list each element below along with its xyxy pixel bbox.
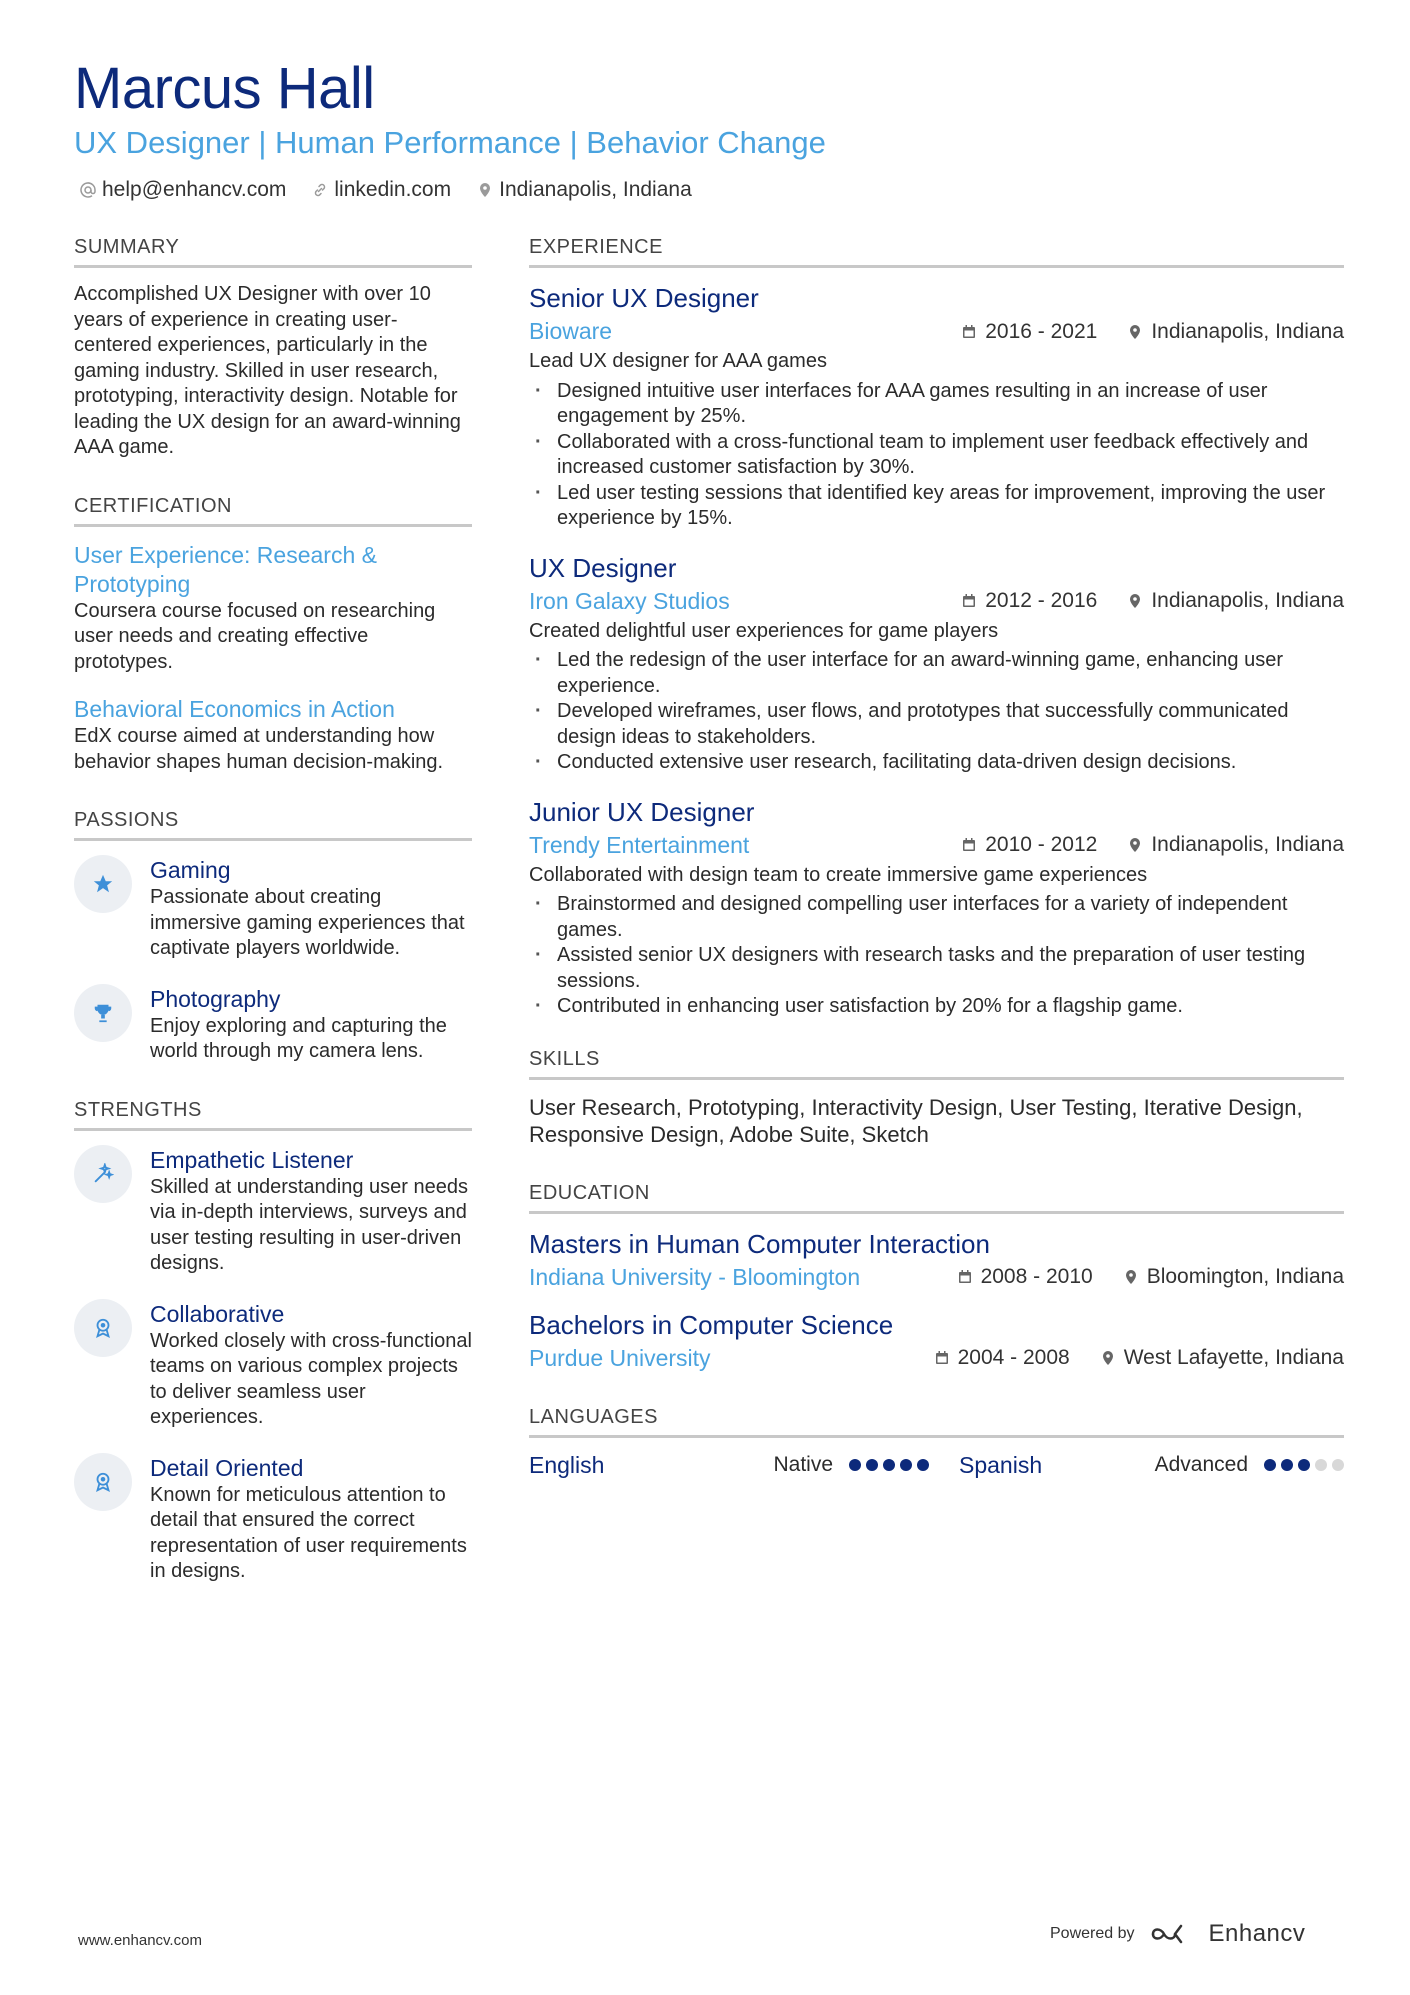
degree-name: Masters in Human Computer Interaction xyxy=(529,1228,990,1259)
summary-section xyxy=(74,236,472,461)
company-name: Iron Galaxy Studios xyxy=(529,587,730,614)
job-bullet: · Designed intuitive user interfaces for AAA games resulting in an increase of user engagement by 25%. xyxy=(529,379,1344,430)
language-proficiency-dots xyxy=(849,1459,929,1471)
footer-website[interactable]: www.enhancv.com xyxy=(78,1932,202,1949)
skills-text: User Research, Prototyping, Interactivity Design, User Testing, Iterative Design, Responsive Design, Adobe Suite, Sketch xyxy=(529,1094,1303,1147)
edu-dates: 2004 - 2008 xyxy=(957,1346,1070,1369)
job-desc: Created delightful user experiences for game players xyxy=(529,619,999,642)
education-item xyxy=(529,1309,1344,1372)
star-icon xyxy=(74,855,132,913)
job-title: UX Designer xyxy=(529,552,677,583)
edu-location: Bloomington, Indiana xyxy=(1146,1265,1344,1288)
strength-desc: Worked closely with cross-functional teams on various complex projects to deliver seamless user experiences. xyxy=(150,1329,472,1428)
job-title: Senior UX Designer xyxy=(529,283,759,313)
job-entry xyxy=(529,552,1344,776)
company-name: Bioware xyxy=(529,318,613,344)
calendar-icon xyxy=(961,837,977,853)
strength-name: Empathetic Listener xyxy=(150,1146,354,1173)
languages-heading: LANGUAGES xyxy=(529,1406,1344,1438)
enhancv-logo-icon xyxy=(1149,1922,1195,1946)
cert-desc: Coursera course focused on researching user needs and creating effective prototypes. xyxy=(74,599,436,673)
school-name: Purdue University xyxy=(529,1344,711,1371)
strength-item xyxy=(74,1299,472,1431)
passions-section xyxy=(74,809,472,1065)
job-bullet: · Developed wireframes, user flows, and prototypes that successfully communicated design ideas to stakeholders. xyxy=(529,699,1344,750)
job-title: Junior UX Designer xyxy=(529,796,755,827)
passion-item xyxy=(74,855,472,962)
strength-desc: Skilled at understanding user needs via in-depth interviews, surveys and user testing resulting in user-driven designs. xyxy=(150,1175,468,1274)
strengths-heading: STRENGTHS xyxy=(74,1099,472,1131)
job-bullet: · Contributed in enhancing user satisfaction by 20% for a flagship game. xyxy=(529,994,1344,1020)
at-icon xyxy=(80,182,96,198)
education-section xyxy=(529,1182,1344,1372)
job-dates: 2012 - 2016 xyxy=(985,589,1098,612)
summary-heading: SUMMARY xyxy=(74,236,472,268)
job-location: Indianapolis, Indiana xyxy=(1151,589,1344,612)
proficiency-dot-filled xyxy=(883,1459,895,1471)
candidate-subtitle: UX Designer | Human Performance | Behavior Change xyxy=(74,125,826,160)
contact-location xyxy=(477,178,692,202)
experience-heading: EXPERIENCE xyxy=(529,236,1344,268)
location-pin-icon xyxy=(1100,1350,1116,1366)
languages-section xyxy=(529,1406,1344,1479)
edu-location: West Lafayette, Indiana xyxy=(1123,1346,1344,1369)
calendar-icon xyxy=(961,593,977,609)
certification-section xyxy=(74,495,472,776)
passion-desc: Enjoy exploring and capturing the world through my camera lens. xyxy=(150,1014,447,1062)
languages-row xyxy=(529,1452,1344,1479)
cert-desc: EdX course aimed at understanding how behavior shapes human decision-making. xyxy=(74,725,444,773)
left-column xyxy=(74,236,472,1619)
job-location: Indianapolis, Indiana xyxy=(1151,833,1344,856)
candidate-name: Marcus Hall xyxy=(74,56,375,121)
calendar-icon xyxy=(934,1350,950,1366)
brand-name: Enhancv xyxy=(1208,1920,1306,1947)
link-icon xyxy=(312,182,328,198)
job-bullet: · Collaborated with a cross-functional team to implement user feedback effectively and increased customer satisfaction by 30%. xyxy=(529,430,1344,481)
contact-linkedin[interactable] xyxy=(312,178,451,202)
location-text: Indianapolis, Indiana xyxy=(499,178,692,201)
job-location: Indianapolis, Indiana xyxy=(1151,319,1344,343)
trophy-icon xyxy=(74,984,132,1042)
education-heading: EDUCATION xyxy=(529,1182,1344,1214)
strength-name: Collaborative xyxy=(150,1300,285,1327)
calendar-icon xyxy=(957,1269,973,1285)
degree-name: Bachelors in Computer Science xyxy=(529,1309,894,1340)
strength-name: Detail Oriented xyxy=(150,1454,304,1481)
job-dates: 2010 - 2012 xyxy=(985,833,1098,856)
passion-desc: Passionate about creating immersive gaming experiences that captivate players worldwide. xyxy=(150,886,465,959)
resume-page xyxy=(74,0,1344,1995)
award-icon xyxy=(74,1453,132,1511)
right-column xyxy=(529,236,1344,1513)
proficiency-dot-filled xyxy=(1264,1459,1276,1471)
location-pin-icon xyxy=(1123,1269,1139,1285)
edu-dates: 2008 - 2010 xyxy=(980,1265,1093,1288)
language-level: Native xyxy=(773,1453,833,1476)
proficiency-dot-filled xyxy=(849,1459,861,1471)
job-entry xyxy=(529,796,1344,1020)
certification-heading: CERTIFICATION xyxy=(74,495,472,527)
language-name: English xyxy=(529,1451,605,1478)
strength-item xyxy=(74,1145,472,1277)
job-bullet: · Brainstormed and designed compelling user interfaces for a variety of independent games. xyxy=(529,892,1344,943)
language-name: Spanish xyxy=(959,1451,1043,1478)
passion-item xyxy=(74,984,472,1065)
passions-heading: PASSIONS xyxy=(74,809,472,841)
proficiency-dot-empty xyxy=(1315,1459,1327,1471)
proficiency-dot-filled xyxy=(1298,1459,1310,1471)
language-level: Advanced xyxy=(1154,1453,1248,1476)
strength-desc: Known for meticulous attention to detail that ensured the correct representation of user requirements in designs. xyxy=(150,1483,467,1582)
company-name: Trendy Entertainment xyxy=(529,831,750,858)
job-bullet: · Led the redesign of the user interface for an award-winning game, enhancing user experience. xyxy=(529,648,1344,699)
cert-name: Behavioral Economics in Action xyxy=(74,696,395,722)
calendar-icon xyxy=(961,324,977,340)
cert-item xyxy=(74,541,472,676)
education-item xyxy=(529,1228,1344,1291)
strength-item xyxy=(74,1453,472,1585)
location-pin-icon xyxy=(1127,837,1143,853)
cert-name: User Experience: Research & Prototyping xyxy=(74,541,377,597)
job-desc: Collaborated with design team to create immersive game experiences xyxy=(529,863,1148,886)
proficiency-dot-filled xyxy=(866,1459,878,1471)
proficiency-dot-filled xyxy=(1281,1459,1293,1471)
strengths-section xyxy=(74,1099,472,1585)
summary-text: Accomplished UX Designer with over 10 years of experience in creating user-centered experiences, particularly in the gaming industry. Skilled in user research, prototyping, interactivity design. Notable for leading the UX design for an award-winning AAA game. xyxy=(74,283,461,458)
skills-section xyxy=(529,1048,1344,1148)
job-bullet: · Conducted extensive user research, facilitating data-driven design decisions. xyxy=(529,750,1344,776)
contact-row xyxy=(80,178,692,202)
passion-name: Gaming xyxy=(150,857,231,883)
proficiency-dot-filled xyxy=(917,1459,929,1471)
location-pin-icon xyxy=(1127,593,1143,609)
job-bullet: · Assisted senior UX designers with research tasks and the preparation of user testing sessions. xyxy=(529,943,1344,994)
email-text: help@enhancv.com xyxy=(102,178,287,201)
proficiency-dot-filled xyxy=(900,1459,912,1471)
passion-name: Photography xyxy=(150,985,281,1012)
skills-heading: SKILLS xyxy=(529,1048,1344,1080)
school-name: Indiana University - Bloomington xyxy=(529,1263,861,1290)
job-entry xyxy=(529,282,1344,532)
powered-by-text: Powered by xyxy=(1050,1925,1135,1942)
language-proficiency-dots xyxy=(1264,1459,1344,1471)
location-pin-icon xyxy=(477,182,493,198)
footer-brand[interactable] xyxy=(1050,1920,1305,1948)
contact-email[interactable] xyxy=(80,178,286,202)
job-desc: Lead UX designer for AAA games xyxy=(529,350,827,372)
job-bullet: · Led user testing sessions that identified key areas for improvement, improving the user experience by 15%. xyxy=(529,481,1344,532)
linkedin-text: linkedin.com xyxy=(334,178,452,201)
proficiency-dot-empty xyxy=(1332,1459,1344,1471)
job-dates: 2016 - 2021 xyxy=(985,319,1098,343)
wand-icon xyxy=(74,1145,132,1203)
experience-section xyxy=(529,236,1344,1020)
award-icon xyxy=(74,1299,132,1357)
cert-item xyxy=(74,695,472,775)
location-pin-icon xyxy=(1127,324,1143,340)
